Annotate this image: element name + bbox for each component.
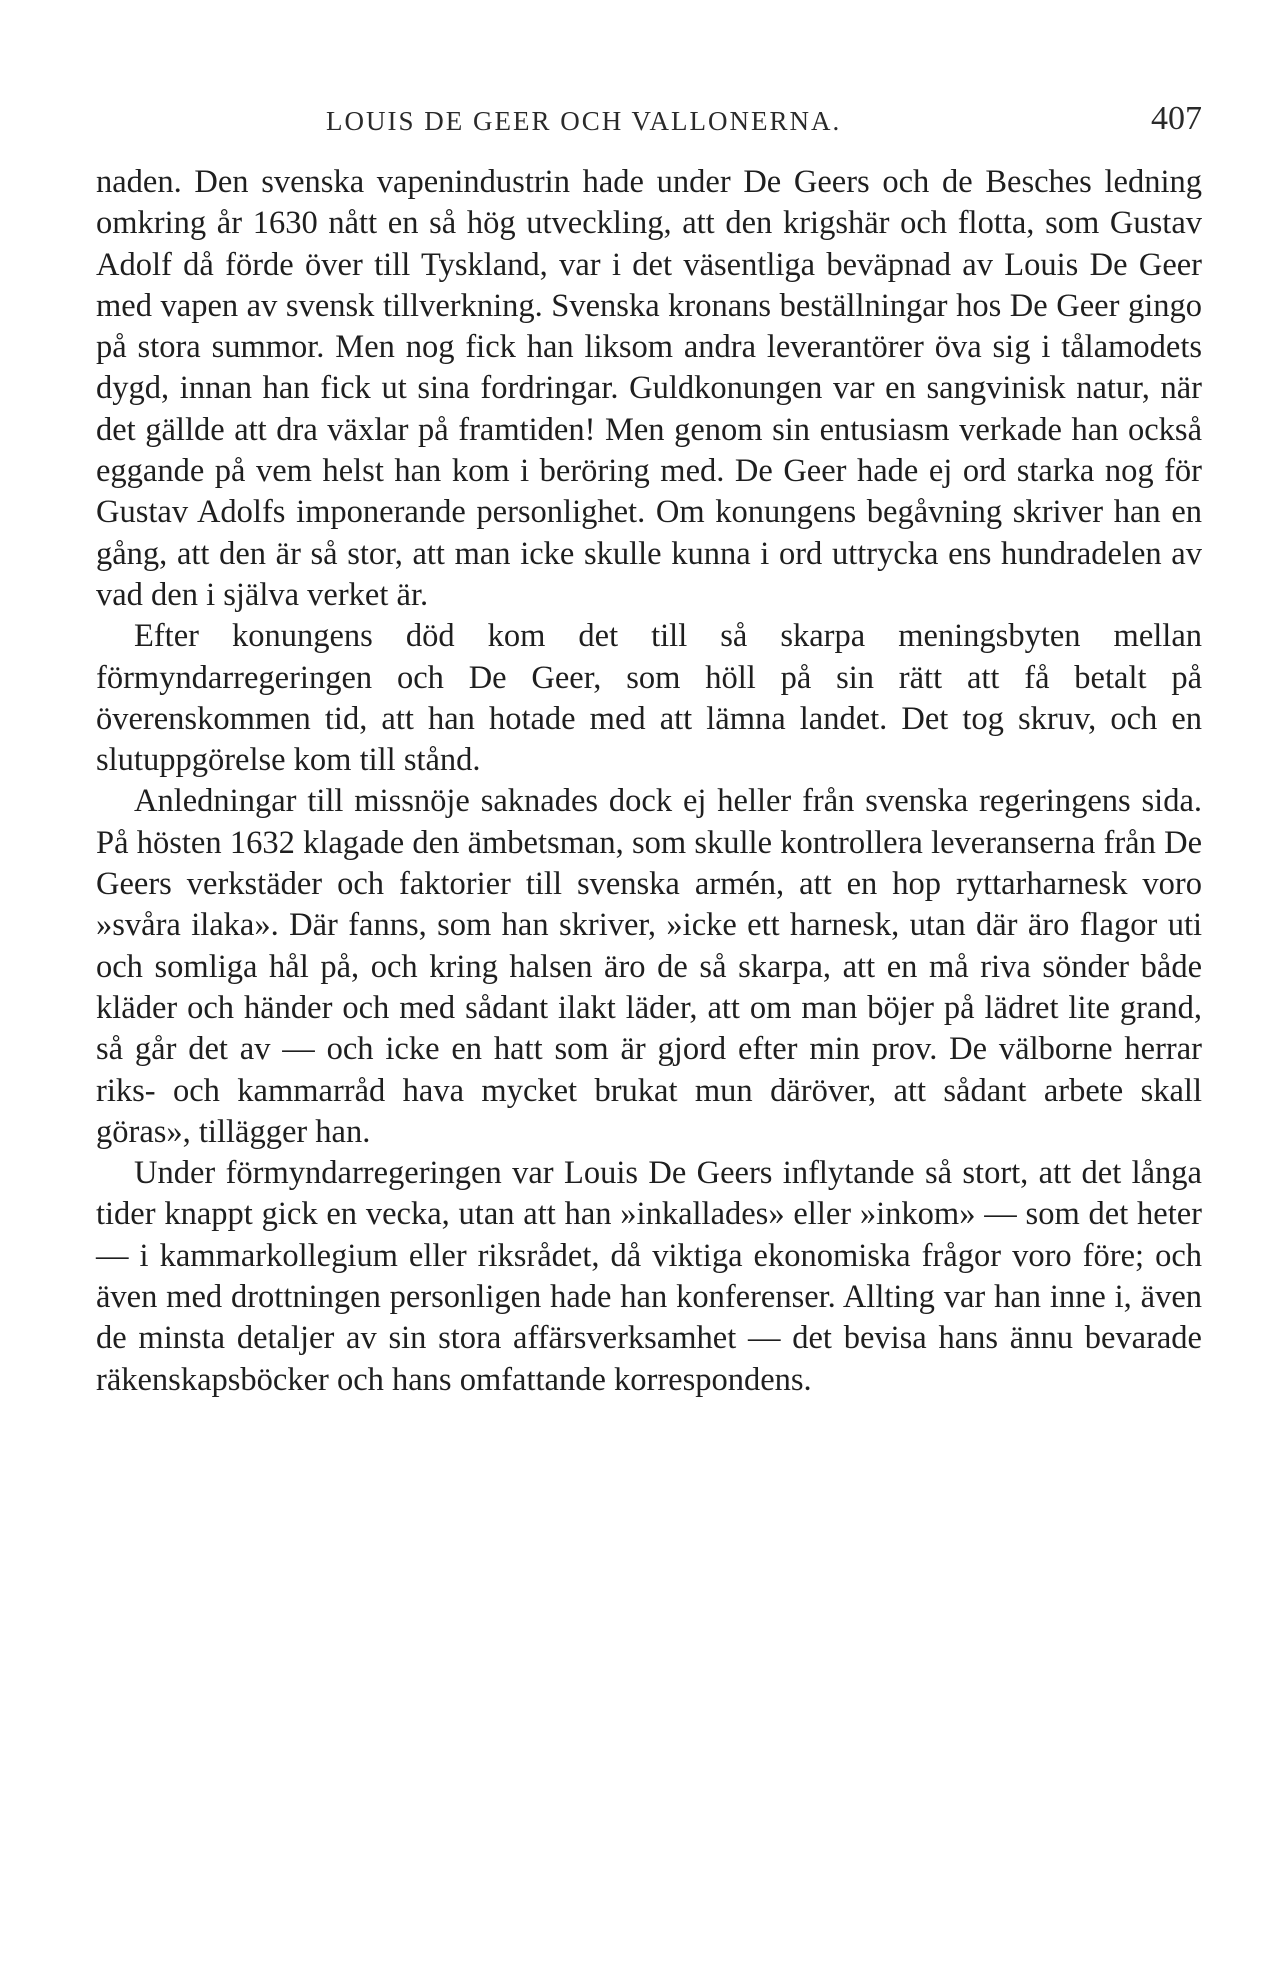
paragraph: Efter konungens död kom det till så skarpa meningsbyten mellan förmyndarregeringen och De Geer, som höll på sin rätt att få betalt på överenskommen tid, att han hotade med att lämna landet. Det tog skruv, och en slutuppgörelse kom till stånd. <box>96 618 1202 779</box>
page-number: 407 <box>1151 100 1202 137</box>
body-text <box>96 162 1202 1401</box>
book-page <box>96 92 1202 1401</box>
page-header <box>96 92 1202 142</box>
paragraph: Anledningar till missnöje saknades dock ej heller från svenska regeringens sida. På hösten 1632 klagade den ämbetsman, som skulle kontrollera leveranserna från De Geers verkstäder och faktorier till svenska armén, att en hop ryttarharnesk voro »svåra ilaka». Där fanns, som han skriver, »icke ett harnesk, utan där äro flagor uti och somliga hål på, och kring halsen äro de så skarpa, att en må riva sönder både kläder och händer och med sådant ilakt läder, att om man böjer på lädret lite grand, så går det av — och icke en hatt som är gjord efter min prov. De välborne herrar riks- och kammarråd hava mycket brukat mun däröver, att sådant arbete skall göras», tillägger han. <box>96 783 1202 1150</box>
running-head: LOUIS DE GEER OCH VALLONERNA. <box>326 106 842 136</box>
paragraph: naden. Den svenska vapenindustrin hade under De Geers och de Besches ledning omkring år 1630 nått en så hög utveckling, att den krigshär och flotta, som Gustav Adolf då förde över till Tyskland, var i det väsentliga beväpnad av Louis De Geer med vapen av svensk tillverkning. Svenska kronans beställningar hos De Geer gingo på stora summor. Men nog fick han liksom andra leverantörer öva sig i tålamodets dygd, innan han fick ut sina fordringar. Guldkonungen var en sangvinisk natur, när det gällde att dra växlar på framtiden! Men genom sin entusiasm verkade han också eggande på vem helst han kom i beröring med. De Geer hade ej ord starka nog för Gustav Adolfs imponerande personlighet. Om konungens begåvning skriver han en gång, att den är så stor, att man icke skulle kunna i ord uttrycka ens hundradelen av vad den i själva verket är. <box>96 164 1202 613</box>
paragraph: Under förmyndarregeringen var Louis De Geers inflytande så stort, att det långa tider knappt gick en vecka, utan att han »inkallades» eller »inkom» — som det heter — i kammarkollegium eller riksrådet, då viktiga ekonomiska frågor voro före; och även med drottningen personligen hade han konferenser. Allting var han inne i, även de minsta detaljer av sin stora affärsverksamhet — det bevisa hans ännu bevarade räkenskapsböcker och hans omfattande korrespondens. <box>96 1155 1202 1398</box>
